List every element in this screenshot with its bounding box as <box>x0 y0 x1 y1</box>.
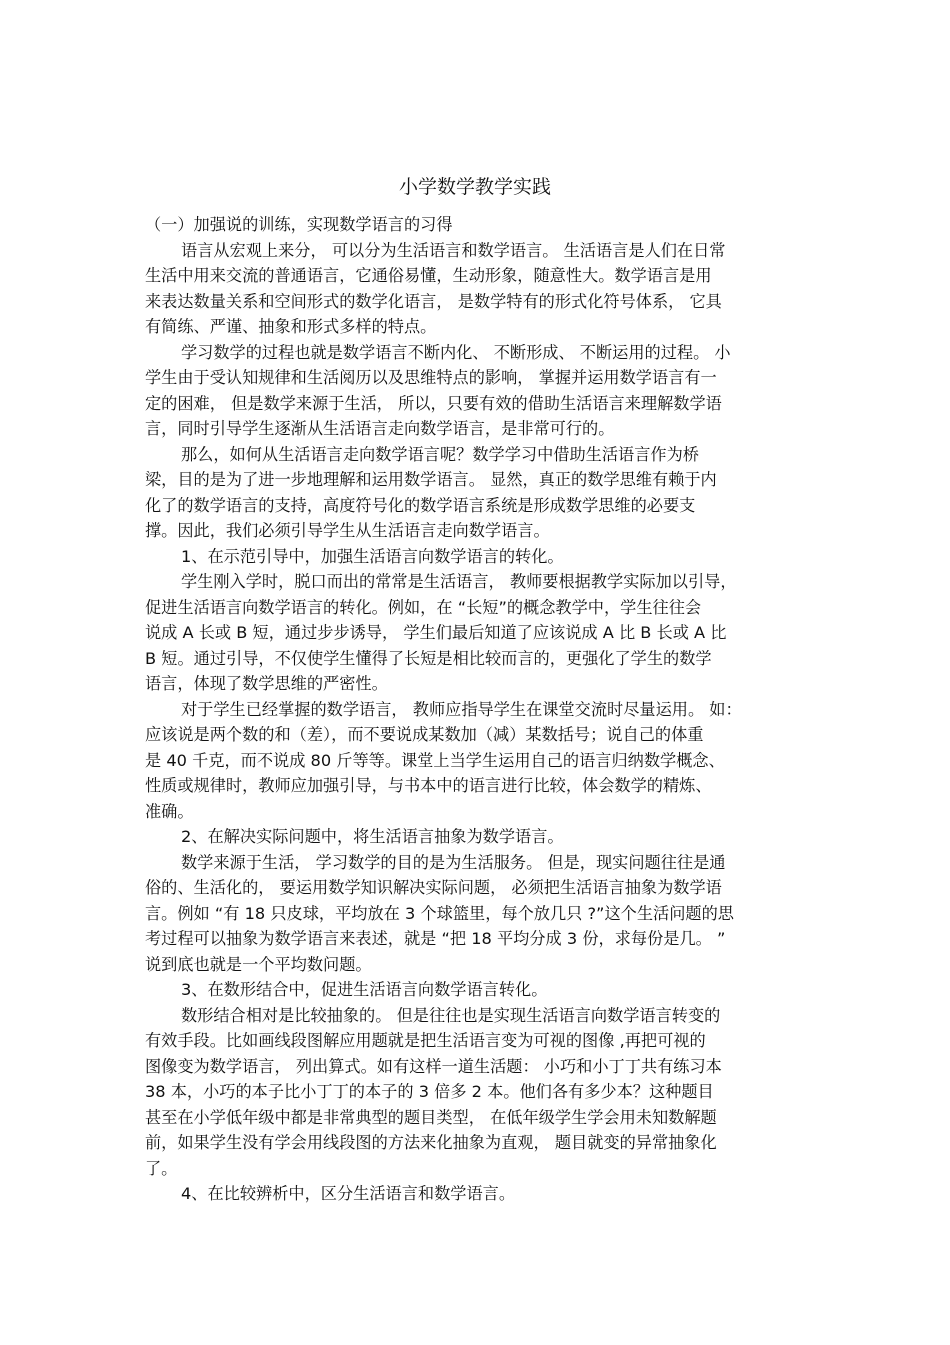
document-title: 小学数学教学实践 <box>398 176 551 198</box>
paragraph-line: 数形结合相对是比较抽象的。 但是往往也是实现生活语言向数学语言转变的 <box>181 1005 721 1025</box>
subsection-heading: 1、在示范引导中，加强生活语言向数学语言的转化。 <box>181 546 564 566</box>
paragraph-line: 应该说是两个数的和（差），而不要说成某数加（减）某数括号；说自己的体重 <box>145 725 704 744</box>
paragraph-line: 梁，目的是为了进一步地理解和运用数学语言。 显然，真正的数学思维有赖于内 <box>145 470 717 489</box>
paragraph-line: 有简练、严谨、抽象和形式多样的特点。 <box>145 317 437 336</box>
paragraph-line: 说成 A 长或 B 短，通过步步诱导， 学生们最后知道了应该说成 A 比 B 长或 A 比 <box>145 623 727 642</box>
subsection-heading: 3、在数形结合中，促进生活语言向数学语言转化。 <box>181 980 548 999</box>
document-body <box>145 212 807 1207</box>
paragraph-line: 学生刚入学时，脱口而出的常常是生活语言， 教师要根据教学实际加以引导， <box>181 572 737 591</box>
paragraph-line: 化了的数学语言的支持，高度符号化的数学语言系统是形成数学思维的必要支 <box>145 495 696 515</box>
paragraph-line: 俗的、生活化的， 要运用数学知识解决实际问题， 必须把生活语言抽象为数学语 <box>145 878 722 897</box>
paragraph-line: 说到底也就是一个平均数问题。 <box>145 954 372 974</box>
section-heading: （一）加强说的训练，实现数学语言的习得 <box>145 215 453 234</box>
paragraph-line: 学生由于受认知规律和生活阅历以及思维特点的影响， 掌握并运用数学语言有一 <box>145 368 717 387</box>
paragraph-line: 来表达数量关系和空间形式的数学化语言， 是数学特有的形式化符号体系， 它具 <box>145 291 722 311</box>
subsection-heading: 2、在解决实际问题中，将生活语言抽象为数学语言。 <box>181 827 564 846</box>
paragraph-line: 促进生活语言向数学语言的转化。例如，在 “长短”的概念教学中，学生往往会 <box>145 597 702 617</box>
paragraph-line: 准确。 <box>145 801 194 821</box>
paragraph-line: 那么，如何从生活语言走向数学语言呢？数学学习中借助生活语言作为桥 <box>181 444 699 464</box>
paragraph-line: 数学来源于生活， 学习数学的目的是为生活服务。 但是，现实问题往往是通 <box>181 852 726 872</box>
paragraph-line: 学习数学的过程也就是数学语言不断内化、 不断形成、 不断运用的过程。 小 <box>181 342 731 362</box>
paragraph-line: 图像变为数学语言， 列出算式。如有这样一道生活题： 小巧和小丁丁共有练习本 <box>145 1056 722 1076</box>
paragraph-line: 语言从宏观上来分， 可以分为生活语言和数学语言。 生活语言是人们在日常 <box>181 240 726 260</box>
paragraph-line: 撑。因此，我们必须引导学生从生活语言走向数学语言。 <box>145 521 550 540</box>
subsection-heading: 4、在比较辨析中，区分生活语言和数学语言。 <box>181 1184 516 1203</box>
paragraph-line: 言，同时引导学生逐渐从生活语言走向数学语言，是非常可行的。 <box>145 419 615 438</box>
paragraph-line: 有效手段。比如画线段图解应用题就是把生活语言变为可视的图像 ,再把可视的 <box>145 1031 706 1050</box>
paragraph-line: B 短。通过引导，不仅使学生懂得了长短是相比较而言的，更强化了学生的数学 <box>145 648 712 668</box>
paragraph-line: 38 本，小巧的本子比小丁丁的本子的 3 倍多 2 本。他们各有多少本？这种题目 <box>145 1082 714 1101</box>
paragraph-line: 生活中用来交流的普通语言，它通俗易懂，生动形象，随意性大。数学语言是用 <box>145 266 712 285</box>
paragraph-line: 定的困难， 但是数学来源于生活， 所以，只要有效的借助生活语言来理解数学语 <box>145 393 722 413</box>
paragraph-line: 考过程可以抽象为数学语言来表述，就是 “把 18 平均分成 3 份，求每份是几。 ” <box>145 929 726 948</box>
paragraph-line: 了。 <box>145 1158 178 1178</box>
paragraph-line: 语言，体现了数学思维的严密性。 <box>145 674 388 693</box>
paragraph-line: 是 40 千克，而不说成 80 斤等等。课堂上当学生运用自己的语言归纳数学概念、 <box>145 750 725 770</box>
paragraph-line: 对于学生已经掌握的数学语言， 教师应指导学生在课堂交流时尽量运用。 如： <box>181 699 742 719</box>
paragraph-line: 性质或规律时，教师应加强引导，与书本中的语言进行比较，体会数学的精炼、 <box>145 776 712 795</box>
paragraph-line: 言。例如 “有 18 只皮球，平均放在 3 个球篮里，每个放几只 ?”这个生活问题的思 <box>145 903 734 923</box>
paragraph-line: 前，如果学生没有学会用线段图的方法来化抽象为直观， 题目就变的异常抽象化 <box>145 1133 717 1152</box>
paragraph-line: 甚至在小学低年级中都是非常典型的题目类型， 在低年级学生学会用未知数解题 <box>145 1107 717 1127</box>
